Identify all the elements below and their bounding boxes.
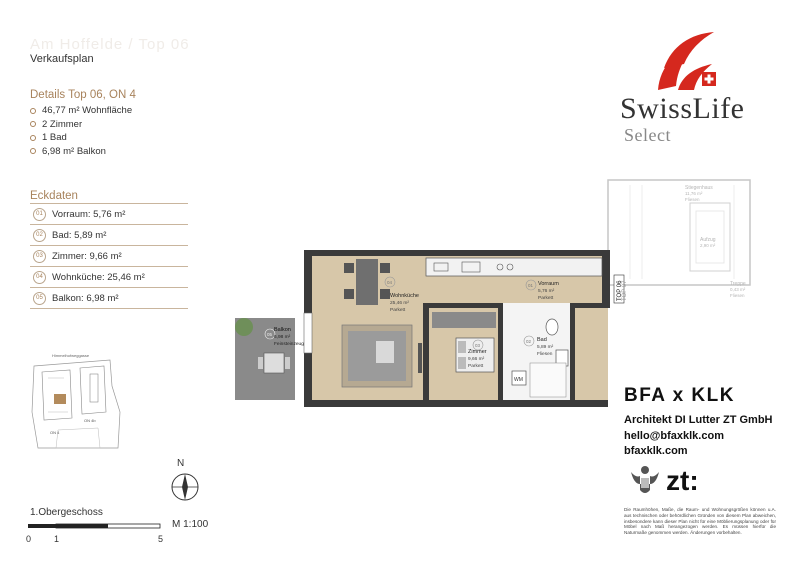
stiegenhaus-name: Stiegenhaus — [685, 185, 713, 191]
architect-logo: BFA x KLK — [624, 385, 735, 406]
wohnkueche-floor: Parkett — [390, 308, 406, 313]
bad-name: Bad — [537, 337, 547, 343]
top-label: TOP 06 — [617, 280, 623, 301]
scale-tick-1: 1 — [54, 534, 60, 544]
brand-name: SwissLife — [620, 92, 745, 125]
treppe-area: 0,43 m² — [730, 287, 746, 292]
scale-label: M 1:100 — [172, 519, 209, 530]
wohnkueche-area: 25,46 m² — [390, 301, 409, 306]
vorraum-name: Vorraum — [538, 281, 559, 287]
zimmer-area: 9,66 m² — [468, 357, 485, 362]
row-number: 04 — [33, 271, 46, 284]
disclaimer: Die Raumhöhen, Maße, die Raum- und Wohnungsgrößen können u.A. aus technischen oder behördlichen Gründen von diesem Plan abweichen, insbesondere kann dieser Plan nicht für eine Möblierungsplanung oder für Möbel nach Maß herangezogen werden. Es müssen hierfür die Naturmaße genommen werden. Änderungen vorbehalten. — [624, 507, 776, 536]
toilet-icon — [546, 319, 558, 335]
zt-logo-text: zt: — [666, 465, 699, 496]
treppe-name: Treppe — [730, 281, 746, 287]
zimmer-floor: Parkett — [468, 364, 484, 369]
scale-bar — [28, 522, 164, 532]
details-item — [30, 104, 132, 118]
eckdaten-heading: Eckdaten — [30, 190, 78, 202]
details-item-text: 46,77 m² Wohnfläche — [42, 105, 133, 116]
eckdaten-row — [30, 225, 188, 246]
eckdaten-row — [30, 288, 188, 309]
site-label-a: ON 4 — [50, 430, 60, 435]
details-list — [30, 104, 132, 158]
north-label: N — [177, 458, 185, 469]
details-item — [30, 131, 132, 145]
page-subtitle: Verkaufsplan — [30, 53, 94, 65]
row-label: Vorraum: 5,76 m² — [52, 208, 126, 220]
floor-plan — [230, 175, 760, 415]
kitchen-counter — [426, 258, 602, 276]
balkon-area: 6,98 m² — [274, 335, 291, 340]
bullet-icon — [30, 148, 36, 154]
floor-label: 1.Obergeschoss — [30, 507, 103, 518]
details-item-text: 1 Bad — [42, 132, 67, 143]
eckdaten-row — [30, 246, 188, 267]
washer-label: WM — [514, 377, 523, 383]
compass-icon — [170, 472, 200, 502]
wohnkueche-name: Wohnküche — [390, 293, 419, 299]
treppe-floor: Fliesen — [730, 293, 745, 298]
bad-num: 02 — [526, 339, 532, 344]
row-number: 05 — [33, 292, 46, 305]
eckdaten-row — [30, 267, 188, 288]
details-item-text: 6,98 m² Balkon — [42, 145, 106, 157]
brand-subname: Select — [624, 125, 671, 145]
details-heading: Details Top 06, ON 4 — [30, 89, 136, 101]
top-label-2: TOP 07 — [622, 280, 628, 301]
eckdaten-table — [30, 203, 188, 309]
balcony-table — [264, 353, 284, 373]
plant-icon — [235, 318, 253, 336]
vorraum-area: 5,76 m² — [538, 289, 555, 294]
aufzug-name: Aufzug — [700, 237, 716, 243]
zimmer-name: Zimmer — [468, 349, 487, 355]
coat-of-arms-icon — [628, 462, 662, 498]
wardrobe — [432, 312, 496, 328]
street-label: Himmelhofweggasse — [52, 353, 90, 358]
bullet-icon — [30, 135, 36, 141]
swisslife-emblem-icon — [650, 28, 722, 94]
row-label: Wohnküche: 25,46 m² — [52, 271, 145, 283]
details-item — [30, 145, 132, 159]
row-number: 01 — [33, 208, 46, 221]
wohnkueche-num: 04 — [387, 280, 393, 285]
bad-floor: Fliesen — [537, 352, 553, 357]
site-label-b: ON 4b — [84, 418, 96, 423]
architect-company: Architekt DI Lutter ZT GmbH — [624, 414, 773, 426]
scale-tick-5: 5 — [158, 534, 164, 544]
zimmer-num: 03 — [475, 343, 481, 348]
shower — [530, 363, 566, 397]
architect-email[interactable]: hello@bfaxklk.com — [624, 430, 724, 442]
details-item — [30, 118, 132, 132]
balkon-name: Balkon — [274, 327, 291, 333]
bad-area: 5,89 m² — [537, 345, 554, 350]
stiegenhaus-floor: Fliesen — [685, 197, 700, 202]
scale-tick-0: 0 — [26, 534, 32, 544]
details-item-text: 2 Zimmer — [42, 118, 83, 130]
dining-table — [356, 259, 378, 305]
architect-website[interactable]: bfaxklk.com — [624, 445, 688, 457]
vorraum-num: 01 — [528, 283, 534, 288]
row-label: Bad: 5,89 m² — [52, 229, 107, 241]
row-label: Balkon: 6,98 m² — [52, 292, 119, 304]
stairwell — [608, 180, 750, 298]
row-number: 02 — [33, 229, 46, 242]
row-number: 03 — [33, 250, 46, 263]
bullet-icon — [30, 108, 36, 114]
balkon-num: 05 — [267, 332, 273, 337]
bullet-icon — [30, 121, 36, 127]
eckdaten-row — [30, 203, 188, 225]
vorraum-floor: Parkett — [538, 296, 554, 301]
row-label: Zimmer: 9,66 m² — [52, 250, 122, 262]
faint-title: Am Hoffelde / Top 06 — [30, 36, 190, 53]
aufzug-area: 2,90 m² — [700, 243, 716, 248]
balkon-floor: Feinsteinzeug — [274, 342, 304, 347]
stiegenhaus-area: 11,76 m² — [685, 191, 703, 196]
site-plan — [28, 352, 128, 452]
zt-logo-icon — [666, 464, 726, 498]
